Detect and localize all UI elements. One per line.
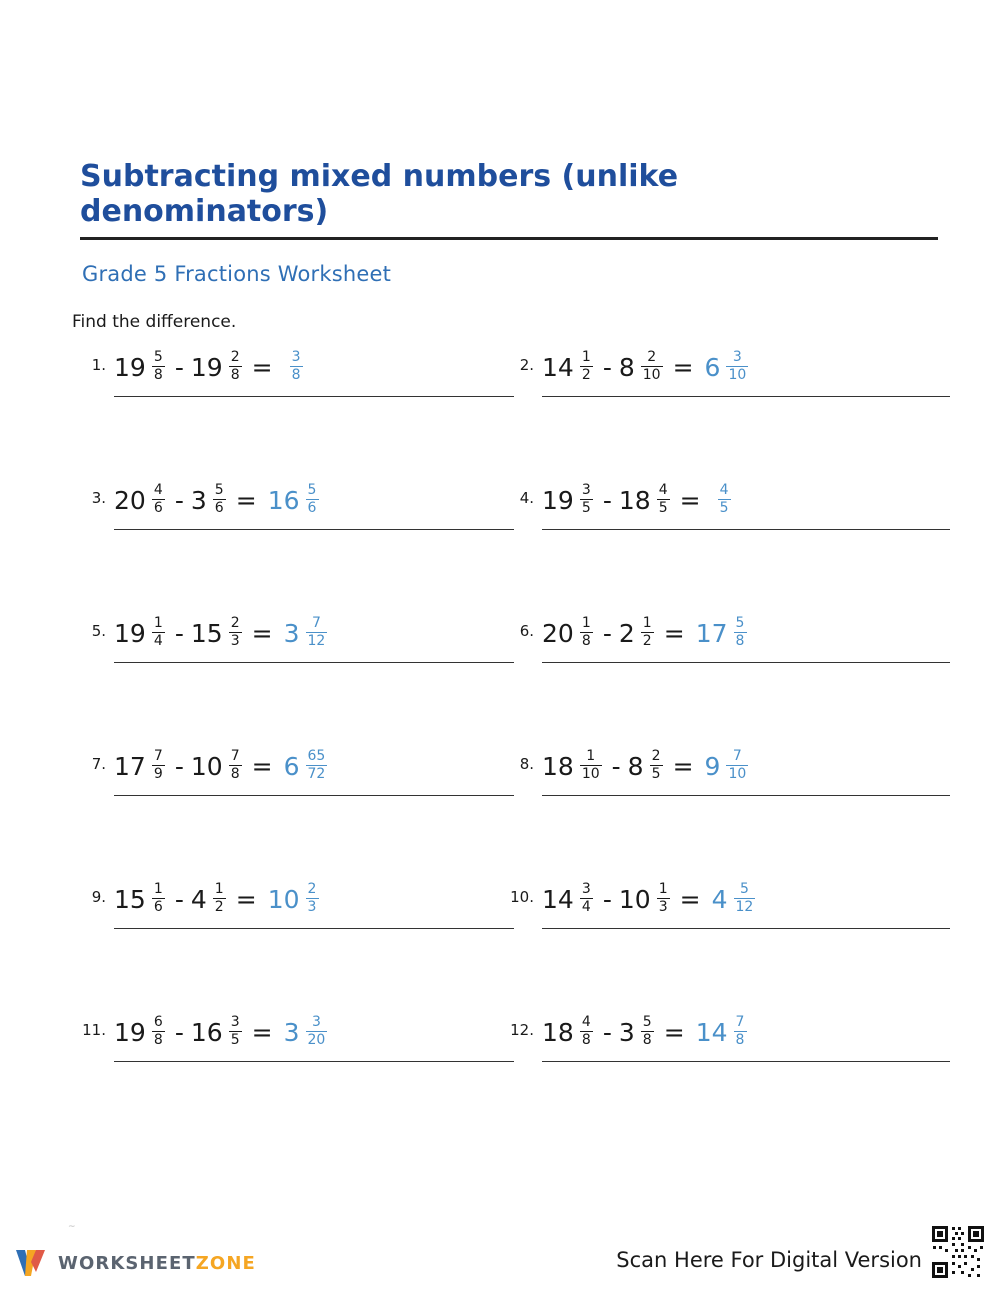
operand-a-denominator: 8 (581, 633, 591, 649)
operand-a-fraction (152, 483, 165, 516)
answer-value[interactable] (696, 1013, 750, 1053)
operand-b-numerator: 2 (651, 748, 661, 764)
operand-a-numerator: 5 (153, 349, 163, 365)
operand-a-whole: 19 (114, 353, 146, 382)
operand-b-numerator: 1 (642, 615, 652, 631)
operand-b-whole: 15 (190, 619, 223, 648)
problem-number: 11. (82, 1021, 106, 1039)
equals-sign: = (251, 353, 273, 382)
operand-b-denominator: 3 (230, 633, 240, 649)
title-divider (80, 237, 938, 240)
answer-value[interactable] (705, 348, 752, 388)
operand-b-whole: 4 (190, 885, 207, 914)
answer-line (114, 396, 514, 397)
answer-line (542, 662, 950, 663)
answer-value[interactable] (268, 880, 322, 920)
operand-a-fraction (580, 1015, 593, 1048)
answer-value[interactable] (712, 880, 759, 920)
answer-line (114, 662, 514, 663)
minus-operator: - (174, 885, 184, 914)
minus-operator: - (602, 353, 612, 382)
operand-a-whole: 20 (542, 619, 574, 648)
problem-number: 1. (91, 356, 106, 374)
operand-b-fraction (657, 882, 670, 915)
answer-line (542, 795, 950, 796)
operand-a-fraction (580, 749, 602, 782)
operand-a-numerator: 1 (153, 881, 163, 897)
operand-b-whole: 2 (618, 619, 635, 648)
answer-numerator: 4 (719, 482, 729, 498)
operand-a-denominator: 2 (581, 367, 591, 383)
operand-b-fraction (641, 350, 663, 383)
brand-logo[interactable] (16, 1248, 256, 1278)
minus-operator: - (174, 486, 184, 515)
equals-sign: = (663, 1018, 685, 1047)
equals-sign: = (251, 752, 273, 781)
answer-whole: 9 (704, 752, 721, 781)
operand-b-numerator: 2 (230, 615, 240, 631)
equals-sign: = (251, 619, 273, 648)
answer-denominator: 20 (307, 1032, 326, 1048)
answer-value[interactable] (284, 348, 306, 381)
operand-a-denominator: 8 (153, 367, 163, 383)
operand-b-numerator: 1 (658, 881, 668, 897)
problem-number: 4. (519, 489, 534, 507)
operand-a-numerator: 1 (581, 349, 591, 365)
operand-b-fraction (229, 749, 242, 782)
problem-row (0, 880, 1000, 1013)
operand-a-fraction (580, 350, 593, 383)
brand-name (58, 1253, 256, 1274)
operand-a-whole: 14 (542, 885, 574, 914)
operand-a-whole: 17 (114, 752, 146, 781)
operand-a-whole: 15 (114, 885, 146, 914)
problem-row (0, 614, 1000, 747)
minus-operator: - (174, 752, 184, 781)
answer-value[interactable] (696, 614, 750, 654)
answer-whole: 6 (283, 752, 300, 781)
problem-item[interactable] (500, 1013, 930, 1133)
answer-whole: 10 (267, 885, 300, 914)
operand-b-fraction (657, 483, 670, 516)
operand-b-denominator: 6 (214, 500, 224, 516)
answer-line (542, 1061, 950, 1062)
operand-b-numerator: 1 (214, 881, 224, 897)
operand-a-numerator: 3 (581, 881, 591, 897)
answer-fraction (726, 749, 748, 782)
problem-number: 6. (519, 622, 534, 640)
problem-item[interactable] (500, 614, 930, 734)
operand-b-whole: 10 (190, 752, 223, 781)
answer-numerator: 5 (307, 482, 317, 498)
answer-value[interactable] (705, 747, 752, 787)
operand-b-fraction (229, 1015, 242, 1048)
minus-operator: - (602, 619, 612, 648)
problem-item[interactable] (72, 880, 502, 1000)
answer-whole: 4 (711, 885, 728, 914)
operand-b-fraction (213, 483, 226, 516)
answer-numerator: 65 (307, 748, 326, 764)
operand-a-numerator: 6 (153, 1014, 163, 1030)
operand-b-numerator: 4 (658, 482, 668, 498)
operand-b-numerator: 2 (230, 349, 240, 365)
answer-line (114, 928, 514, 929)
answer-line (542, 396, 950, 397)
problem-expression (114, 1013, 330, 1053)
operand-a-denominator: 4 (581, 899, 591, 915)
operand-b-denominator: 2 (214, 899, 224, 915)
answer-numerator: 3 (311, 1014, 321, 1030)
answer-fraction (306, 882, 319, 915)
operand-b-whole: 18 (618, 486, 651, 515)
answer-value[interactable] (712, 481, 734, 514)
answer-whole: 3 (283, 619, 300, 648)
minus-operator: - (602, 885, 612, 914)
operand-a-fraction (152, 616, 165, 649)
operand-a-numerator: 7 (153, 748, 163, 764)
answer-value[interactable] (284, 747, 331, 787)
answer-value[interactable] (284, 614, 331, 654)
minus-operator: - (174, 619, 184, 648)
operand-b-numerator: 3 (230, 1014, 240, 1030)
operand-b-numerator: 5 (642, 1014, 652, 1030)
operand-b-fraction (229, 616, 242, 649)
operand-a-denominator: 10 (581, 766, 600, 782)
equals-sign: = (235, 486, 257, 515)
problem-item[interactable] (500, 481, 930, 601)
operand-b-denominator: 5 (651, 766, 661, 782)
answer-fraction (306, 749, 328, 782)
operand-a-denominator: 8 (581, 1032, 591, 1048)
operand-b-whole: 10 (618, 885, 651, 914)
page-marker: ~ (68, 1222, 76, 1232)
problem-item[interactable] (500, 348, 930, 468)
operand-a-whole: 19 (542, 486, 574, 515)
answer-denominator: 12 (735, 899, 754, 915)
problem-list (0, 348, 1000, 1146)
problem-item[interactable] (72, 747, 502, 867)
operand-b-whole: 19 (190, 353, 223, 382)
answer-numerator: 7 (735, 1014, 745, 1030)
answer-numerator: 5 (739, 881, 749, 897)
operand-a-fraction (152, 1015, 165, 1048)
equals-sign: = (663, 619, 685, 648)
answer-denominator: 8 (735, 633, 745, 649)
problem-item[interactable] (72, 348, 502, 468)
answer-whole: 6 (704, 353, 721, 382)
answer-fraction (734, 616, 747, 649)
operand-a-fraction (580, 483, 593, 516)
answer-fraction (290, 350, 303, 383)
operand-a-denominator: 9 (153, 766, 163, 782)
problem-expression (114, 348, 306, 388)
qr-code-icon[interactable] (930, 1224, 986, 1280)
answer-numerator: 7 (311, 615, 321, 631)
minus-operator: - (174, 353, 184, 382)
operand-a-whole: 18 (542, 1018, 574, 1047)
brand-name-secondary: ZONE (195, 1252, 256, 1274)
operand-b-denominator: 8 (230, 367, 240, 383)
problem-expression (542, 348, 751, 388)
operand-a-denominator: 6 (153, 899, 163, 915)
worksheet-instruction: Find the difference. (72, 312, 237, 332)
operand-a-numerator: 1 (153, 615, 163, 631)
equals-sign: = (672, 752, 694, 781)
problem-expression (542, 880, 758, 920)
operand-a-denominator: 8 (153, 1032, 163, 1048)
problem-expression (542, 614, 750, 654)
operand-a-fraction (152, 749, 165, 782)
problem-row (0, 1013, 1000, 1146)
answer-numerator: 5 (735, 615, 745, 631)
answer-numerator: 3 (732, 349, 742, 365)
answer-line (542, 928, 950, 929)
problem-item[interactable] (500, 880, 930, 1000)
answer-denominator: 72 (307, 766, 326, 782)
operand-b-denominator: 8 (642, 1032, 652, 1048)
operand-b-numerator: 5 (214, 482, 224, 498)
operand-b-fraction (229, 350, 242, 383)
operand-b-denominator: 5 (230, 1032, 240, 1048)
answer-fraction (306, 616, 328, 649)
problem-row (0, 481, 1000, 614)
problem-item[interactable] (72, 614, 502, 734)
answer-denominator: 6 (307, 500, 317, 516)
equals-sign: = (679, 486, 701, 515)
answer-whole: 14 (695, 1018, 728, 1047)
answer-denominator: 10 (728, 367, 747, 383)
operand-a-denominator: 5 (581, 500, 591, 516)
operand-b-denominator: 3 (658, 899, 668, 915)
answer-fraction (734, 882, 756, 915)
answer-numerator: 3 (291, 349, 301, 365)
operand-a-whole: 19 (114, 1018, 146, 1047)
answer-numerator: 7 (732, 748, 742, 764)
operand-b-whole: 3 (618, 1018, 635, 1047)
operand-a-denominator: 4 (153, 633, 163, 649)
operand-b-whole: 8 (618, 353, 635, 382)
operand-b-fraction (213, 882, 226, 915)
problem-number: 5. (91, 622, 106, 640)
scan-instruction: Scan Here For Digital Version (616, 1248, 922, 1272)
operand-a-fraction (580, 882, 593, 915)
answer-fraction (726, 350, 748, 383)
operand-a-fraction (580, 616, 593, 649)
problem-expression (542, 481, 734, 521)
operand-a-numerator: 4 (581, 1014, 591, 1030)
operand-b-numerator: 7 (230, 748, 240, 764)
problem-item[interactable] (72, 1013, 502, 1133)
problem-number: 9. (91, 888, 106, 906)
answer-value[interactable] (284, 1013, 331, 1053)
operand-b-fraction (641, 616, 654, 649)
operand-a-numerator: 3 (581, 482, 591, 498)
operand-b-denominator: 2 (642, 633, 652, 649)
operand-b-whole: 8 (627, 752, 644, 781)
minus-operator: - (602, 1018, 612, 1047)
answer-fraction (306, 1015, 328, 1048)
problem-expression (114, 614, 330, 654)
answer-fraction (718, 483, 731, 516)
problem-number: 8. (519, 755, 534, 773)
operand-a-fraction (152, 882, 165, 915)
operand-b-numerator: 2 (647, 349, 657, 365)
answer-whole: 3 (283, 1018, 300, 1047)
problem-row (0, 348, 1000, 481)
answer-fraction (734, 1015, 747, 1048)
operand-b-denominator: 10 (642, 367, 661, 383)
problem-number: 7. (91, 755, 106, 773)
operand-a-whole: 20 (114, 486, 146, 515)
problem-item[interactable] (500, 747, 930, 867)
operand-b-fraction (641, 1015, 654, 1048)
answer-whole: 16 (267, 486, 300, 515)
minus-operator: - (602, 486, 612, 515)
answer-line (114, 1061, 514, 1062)
answer-denominator: 10 (728, 766, 747, 782)
operand-a-fraction (152, 350, 165, 383)
operand-b-denominator: 5 (658, 500, 668, 516)
problem-expression (114, 481, 322, 521)
worksheetzone-logo-icon (16, 1248, 50, 1278)
equals-sign: = (251, 1018, 273, 1047)
operand-a-numerator: 4 (153, 482, 163, 498)
problem-number: 12. (510, 1021, 534, 1039)
worksheet-header (80, 160, 938, 240)
operand-a-whole: 18 (542, 752, 574, 781)
answer-denominator: 3 (307, 899, 317, 915)
answer-fraction (306, 483, 319, 516)
answer-value[interactable] (268, 481, 322, 521)
answer-denominator: 8 (291, 367, 301, 383)
brand-name-primary: WORKSHEET (58, 1252, 196, 1274)
minus-operator: - (174, 1018, 184, 1047)
problem-expression (542, 1013, 750, 1053)
operand-a-numerator: 1 (586, 748, 596, 764)
operand-a-numerator: 1 (581, 615, 591, 631)
operand-b-denominator: 8 (230, 766, 240, 782)
answer-whole: 17 (695, 619, 728, 648)
operand-b-whole: 16 (190, 1018, 223, 1047)
operand-a-denominator: 6 (153, 500, 163, 516)
operand-b-whole: 3 (190, 486, 207, 515)
problem-expression (114, 880, 322, 920)
answer-line (114, 529, 514, 530)
problem-expression (542, 747, 751, 787)
answer-denominator: 8 (735, 1032, 745, 1048)
page-title: Subtracting mixed numbers (unlike denominators) (80, 159, 679, 229)
operand-b-fraction (650, 749, 663, 782)
answer-line (114, 795, 514, 796)
operand-a-whole: 19 (114, 619, 146, 648)
worksheet-subtitle: Grade 5 Fractions Worksheet (82, 262, 392, 286)
answer-line (542, 529, 950, 530)
operand-a-whole: 14 (542, 353, 574, 382)
answer-denominator: 12 (307, 633, 326, 649)
problem-row (0, 747, 1000, 880)
answer-numerator: 2 (307, 881, 317, 897)
answer-denominator: 5 (719, 500, 729, 516)
minus-operator: - (611, 752, 621, 781)
equals-sign: = (679, 885, 701, 914)
problem-number: 10. (510, 888, 534, 906)
problem-expression (114, 747, 330, 787)
equals-sign: = (672, 353, 694, 382)
problem-number: 3. (91, 489, 106, 507)
equals-sign: = (235, 885, 257, 914)
problem-number: 2. (519, 356, 534, 374)
problem-item[interactable] (72, 481, 502, 601)
